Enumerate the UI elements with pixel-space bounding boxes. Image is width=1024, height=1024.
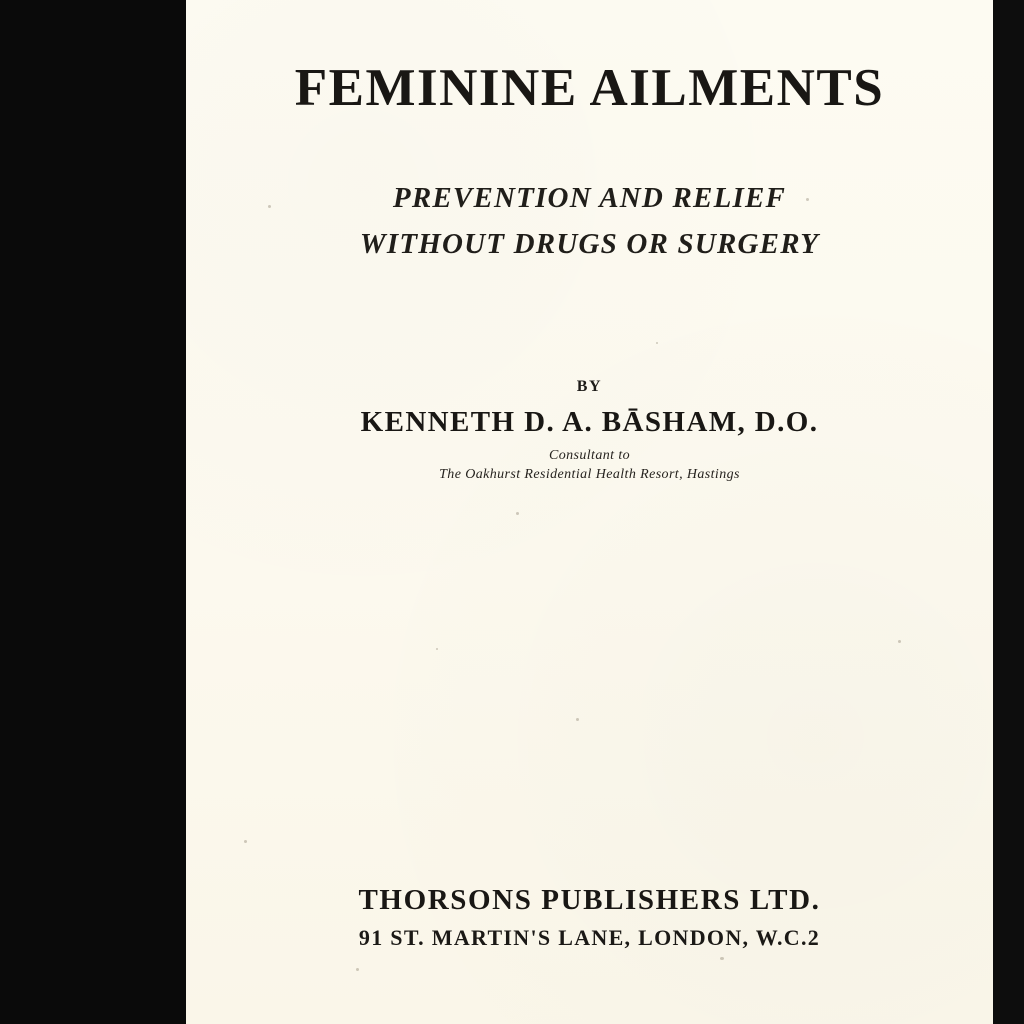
- book-leaf: [186, 0, 993, 1024]
- book-subtitle-line-2: WITHOUT DRUGS OR SURGERY: [359, 228, 820, 260]
- publisher-name: THORSONS PUBLISHERS LTD.: [358, 884, 821, 916]
- book-subtitle: [186, 175, 993, 267]
- page-edge-left: [0, 0, 186, 1024]
- by-label: BY: [576, 378, 603, 395]
- title-page-content: [186, 0, 993, 1024]
- author-affiliation: [186, 446, 993, 484]
- author-name: KENNETH D. A. BĀSHAM, D.O.: [360, 406, 819, 438]
- author-affiliation-line-1: Consultant to: [548, 448, 631, 463]
- author-affiliation-line-2: The Oakhurst Residential Health Resort, Hastings: [439, 467, 740, 482]
- book-subtitle-line-1: PREVENTION AND RELIEF: [392, 182, 787, 214]
- publisher-address: 91 ST. MARTIN'S LANE, LONDON, W.C.2: [358, 925, 821, 950]
- book-title: FEMININE AILMENTS: [294, 59, 885, 117]
- page-edge-right: [993, 0, 1024, 1024]
